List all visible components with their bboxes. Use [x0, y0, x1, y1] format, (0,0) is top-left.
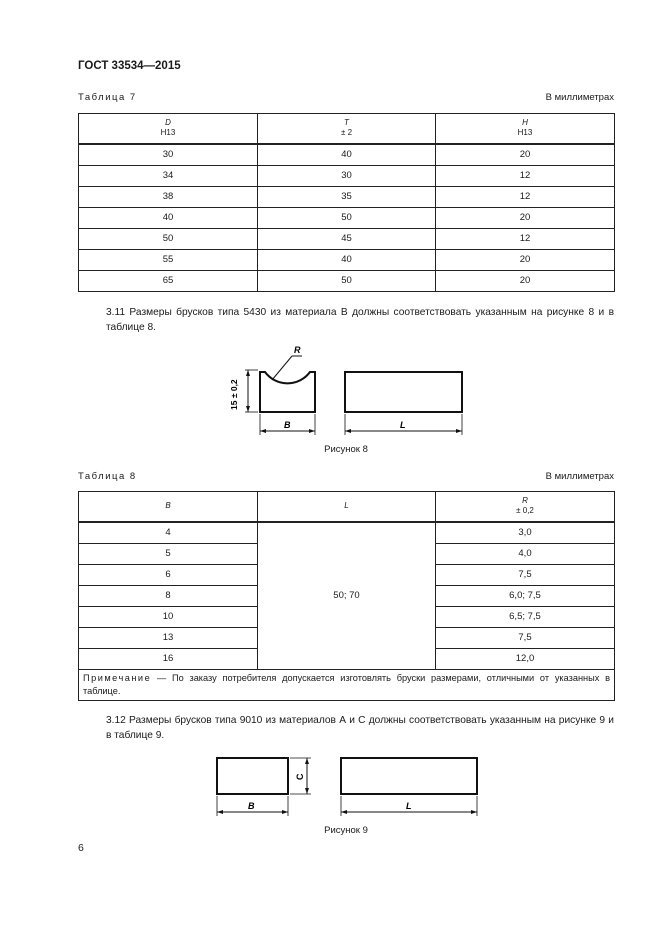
table7-cell: 38 — [79, 186, 258, 207]
table8-note-label: Примечание — [83, 672, 152, 683]
table8-cell-b: 13 — [79, 627, 258, 648]
table7-header-h-symbol: H — [522, 118, 528, 128]
table7-cell: 50 — [258, 270, 436, 291]
table-row — [79, 144, 615, 166]
table7-header-d-tolerance: H13 — [160, 128, 176, 138]
table7-cell: 30 — [258, 165, 436, 186]
table-row — [79, 270, 615, 291]
table7-header-d-symbol: D — [165, 118, 171, 128]
table8-cell-r: 12,0 — [436, 648, 615, 669]
figure8-caption: Рисунок 8 — [324, 444, 368, 455]
table8-cell-b: 6 — [79, 564, 258, 585]
table7-cell: 50 — [79, 228, 258, 249]
table7-header-t-symbol: T — [344, 118, 349, 128]
figure9-drawing — [205, 750, 485, 820]
figure8-drawing — [220, 340, 480, 440]
table8-note-row — [79, 669, 615, 700]
table7-header-t-tolerance: ± 2 — [340, 128, 353, 138]
table7-cell: 20 — [436, 270, 615, 291]
table7-cell: 65 — [79, 270, 258, 291]
figure9-front-block — [217, 758, 288, 794]
table8-cell-b: 10 — [79, 606, 258, 627]
table7-header-d — [79, 114, 258, 144]
table7-cell: 20 — [436, 249, 615, 270]
table-row — [79, 249, 615, 270]
table8-cell-r: 7,5 — [436, 564, 615, 585]
figure9-label-l: L — [406, 801, 412, 811]
table7-cell: 34 — [79, 165, 258, 186]
table7-cell: 40 — [79, 207, 258, 228]
table7-cell: 45 — [258, 228, 436, 249]
table-row — [79, 522, 615, 544]
table8-cell-b: 16 — [79, 648, 258, 669]
table7-cell: 12 — [436, 165, 615, 186]
figure8-label-height: 15 ± 0,2 — [229, 379, 239, 410]
table8-cell-l: 50; 70 — [258, 522, 436, 670]
table8-note-text: — По заказу потребителя допускается изготовлять бруски размерами, отличными от указанных в таблице. — [83, 672, 610, 696]
table8-header-r-tolerance: ± 0,2 — [516, 506, 534, 516]
table7-cell: 20 — [436, 144, 615, 166]
table8-header-r — [436, 492, 615, 522]
table8-cell-b: 5 — [79, 543, 258, 564]
table8-cell-r: 6,0; 7,5 — [436, 585, 615, 606]
figure9-caption: Рисунок 9 — [324, 825, 368, 836]
table8-note — [79, 669, 615, 700]
table8-cell-b: 4 — [79, 522, 258, 544]
table7-cell: 55 — [79, 249, 258, 270]
table8-cell-r: 6,5; 7,5 — [436, 606, 615, 627]
figure8-label-b: B — [284, 420, 291, 430]
table8-header-b-symbol: B — [165, 501, 171, 511]
table8-cell-r: 4,0 — [436, 543, 615, 564]
table7-header-t — [258, 114, 436, 144]
table7-cell: 50 — [258, 207, 436, 228]
table-row — [79, 228, 615, 249]
figure8-radius-leader — [272, 356, 292, 380]
table7-cell: 30 — [79, 144, 258, 166]
table7-cell: 40 — [258, 144, 436, 166]
figure8-concave-block — [260, 372, 315, 412]
table7-header-h-tolerance: H13 — [517, 128, 533, 138]
figure8-label-r: R — [294, 345, 301, 355]
table-row — [79, 186, 615, 207]
table8-header-l — [258, 492, 436, 522]
table7-header-h — [436, 114, 615, 144]
table7-units: В миллиметрах — [545, 92, 614, 103]
figure8-side-block — [345, 372, 462, 412]
table8-cell-r: 7,5 — [436, 627, 615, 648]
figure9-label-c: C — [295, 773, 305, 780]
table8-header-b — [79, 492, 258, 522]
table-row — [79, 165, 615, 186]
paragraph-3-11: 3.11 Размеры брусков типа 5430 из материала В должны соответствовать указанным на рисунке 8 и в таблице 8. — [106, 307, 614, 333]
table8-header-l-symbol: L — [344, 501, 349, 511]
table7-cell: 40 — [258, 249, 436, 270]
table7-caption: Таблица 7 — [78, 92, 137, 103]
paragraph-3-12: 3.12 Размеры брусков типа 9010 из материалов А и С должны соответствовать указанным на рисунке 9 и в таблице 9. — [106, 715, 614, 741]
page-number: 6 — [78, 842, 84, 854]
table8 — [78, 491, 615, 701]
figure9-label-b: B — [248, 801, 255, 811]
table-row — [79, 207, 615, 228]
table7-cell: 35 — [258, 186, 436, 207]
table8-cell-b: 8 — [79, 585, 258, 606]
table8-header-r-symbol: R — [522, 496, 528, 506]
document-header: ГОСТ 33534—2015 — [78, 60, 181, 72]
table7-cell: 12 — [436, 186, 615, 207]
figure9-side-block — [341, 758, 477, 794]
table8-caption: Таблица 8 — [78, 471, 137, 482]
table8-units: В миллиметрах — [545, 471, 614, 482]
table7-cell: 12 — [436, 228, 615, 249]
figure8-label-l: L — [400, 420, 406, 430]
table7-cell: 20 — [436, 207, 615, 228]
table7 — [78, 113, 615, 292]
table8-cell-r: 3,0 — [436, 522, 615, 544]
